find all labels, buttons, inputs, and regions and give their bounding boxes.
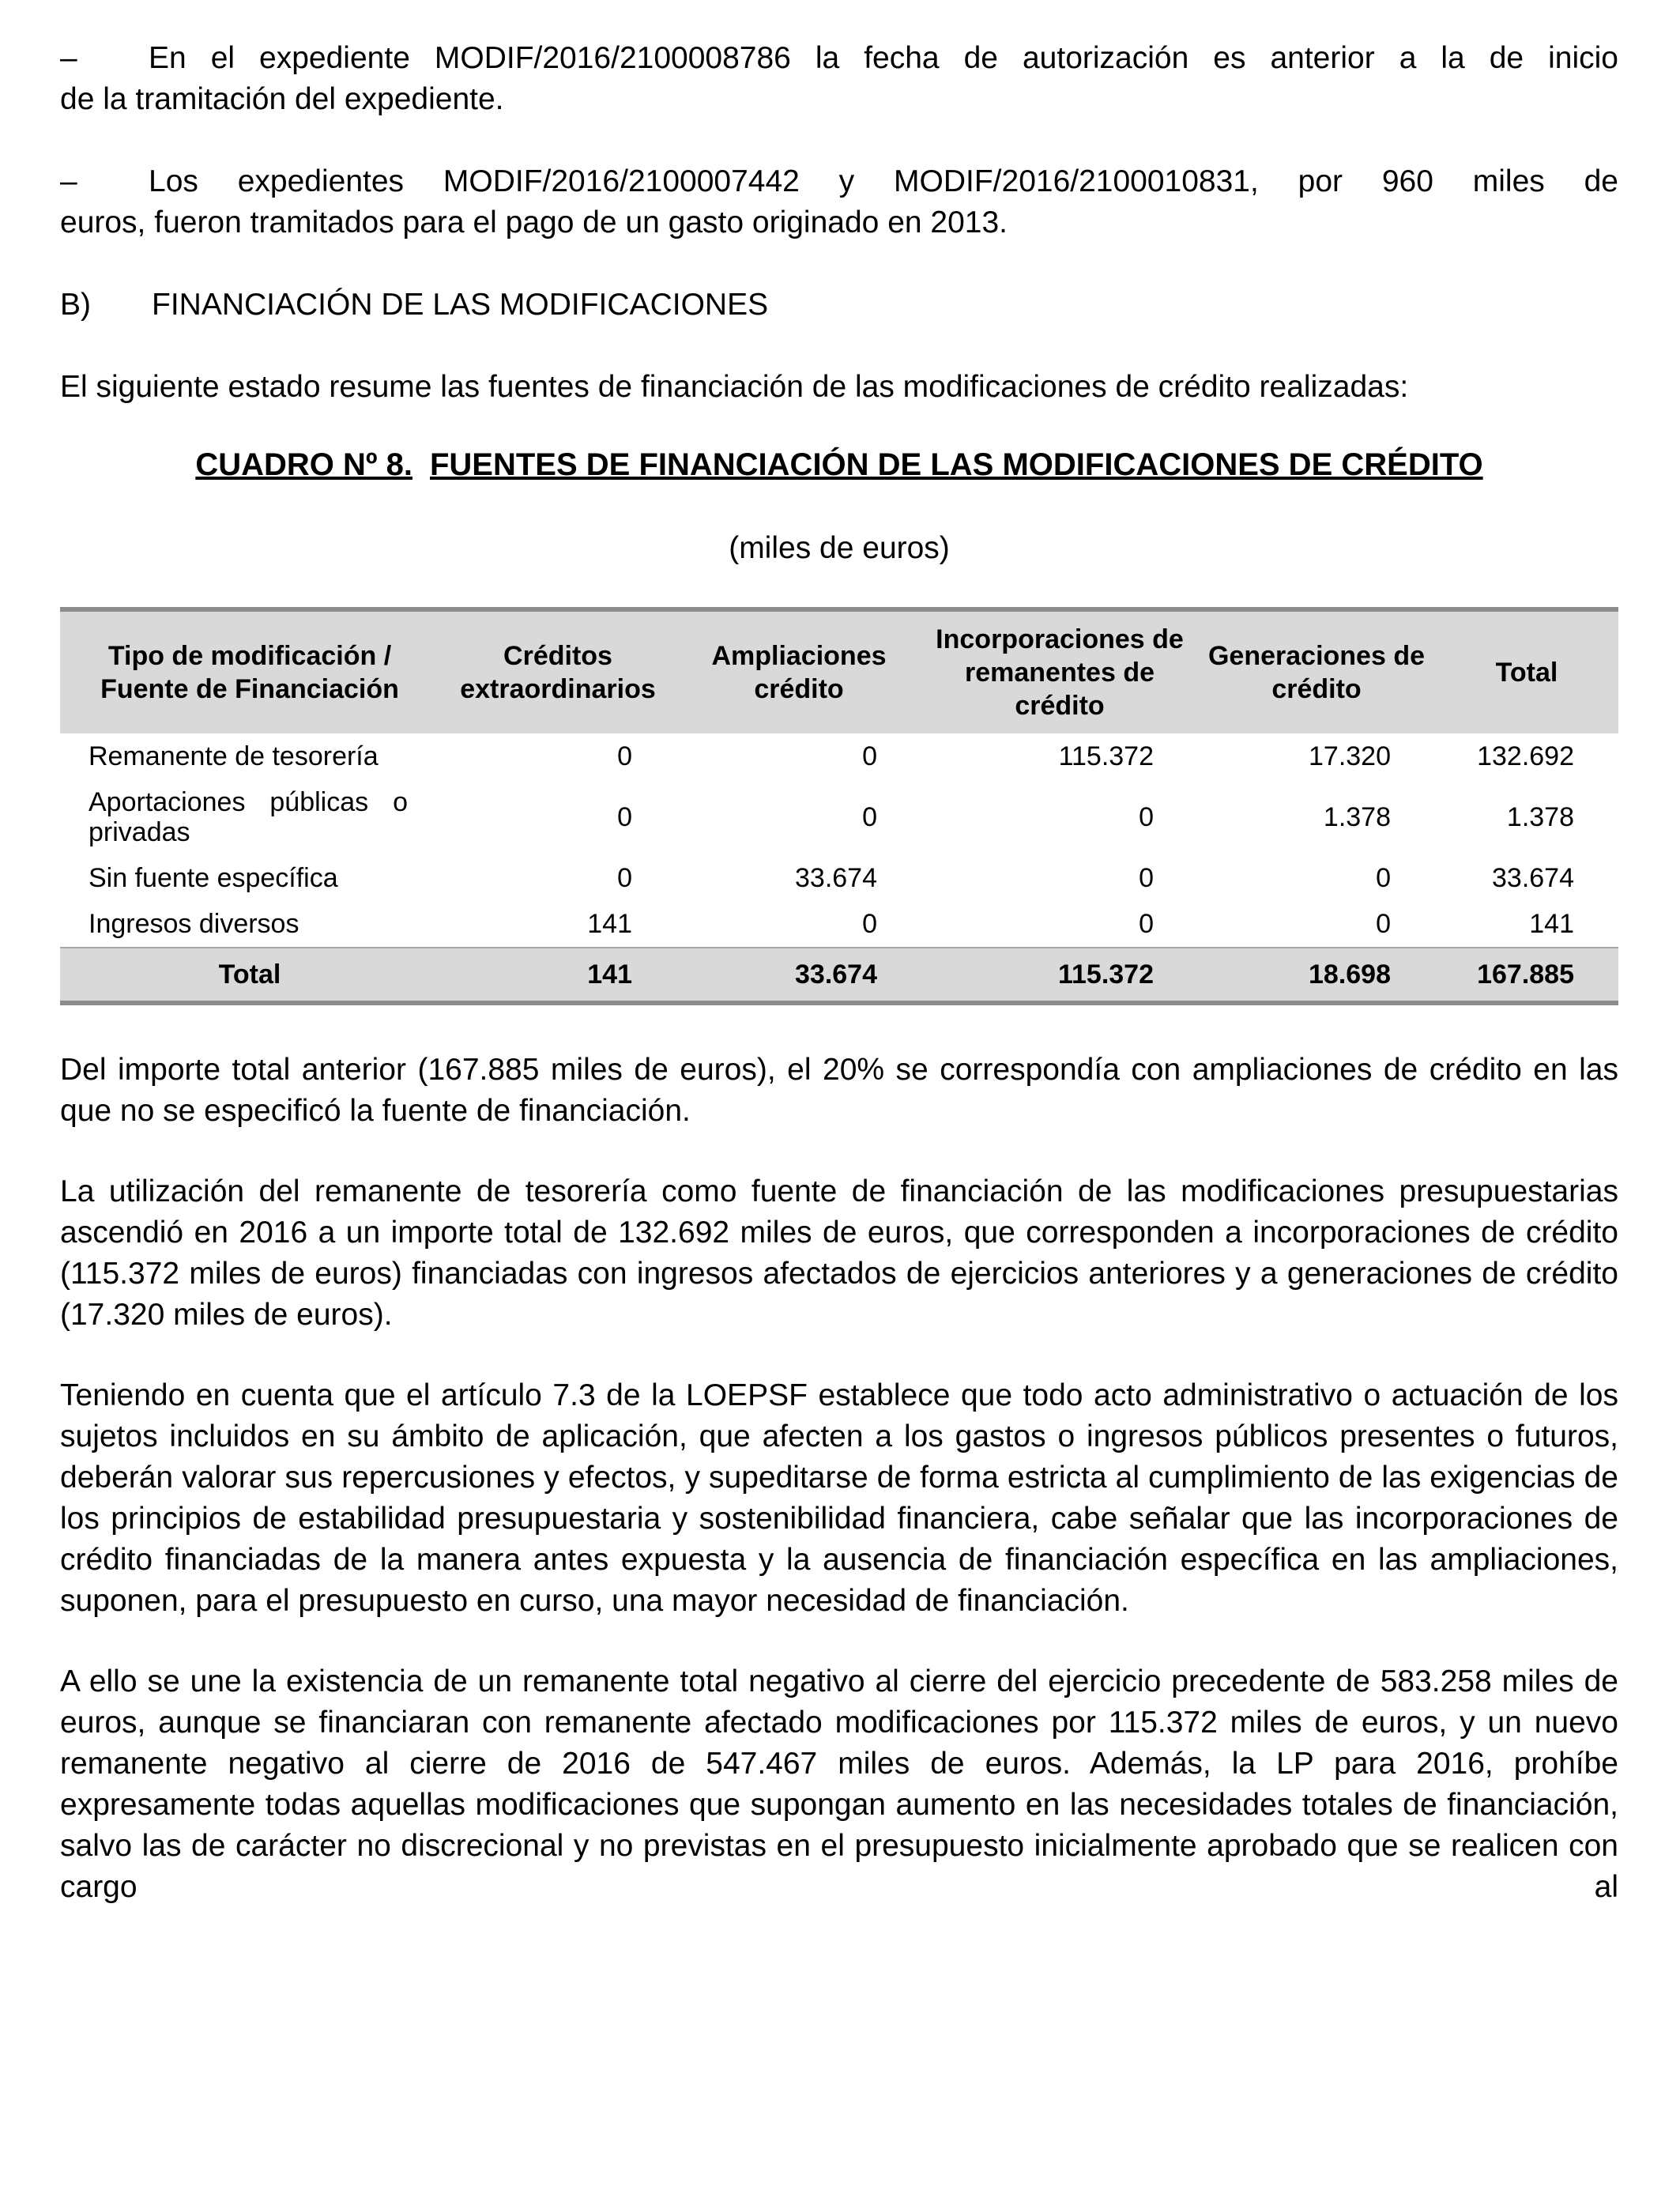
table-cell: 0: [862, 909, 877, 939]
table-cell: 141: [1529, 909, 1574, 939]
intro-paragraph: El siguiente estado resume las fuentes de financiación de las modificaciones de crédito realizadas:: [60, 370, 1409, 404]
total-cell: 141: [439, 948, 676, 1003]
row-label: Sin fuente específica: [89, 863, 338, 893]
section-heading: [60, 285, 1618, 326]
table-number: CUADRO Nº 8.: [195, 447, 412, 482]
table-cell: 0: [1376, 909, 1391, 939]
body-paragraph-2: La utilización del remanente de tesorería como fuente de financiación de las modificaciones presupuestarias ascendió en 2016 a un importe total de 132.692 miles de euros, que corresponden a incorporaciones de crédito (115.372 miles de euros) financiadas con ingresos afectados de ejercicios anteriores y a generaciones de crédito (17.320 miles de euros).: [60, 1174, 1618, 1332]
column-header: Generaciones de crédito: [1198, 609, 1435, 733]
table-total-row: [60, 948, 1618, 1003]
body-paragraph-1: Del importe total anterior (167.885 miles de euros), el 20% se correspondía con ampliaciones de crédito en las que no se especificó la fuente de financiación.: [60, 1053, 1618, 1128]
column-header: Ampliaciones crédito: [676, 609, 921, 733]
table-cell: 0: [617, 741, 632, 771]
bullet-text-first: En el expediente MODIF/2016/2100008786 la fecha de autorización es anterior a la de inicio: [149, 41, 1618, 75]
row-label: Ingresos diversos: [89, 909, 299, 939]
table-cell: 0: [1139, 909, 1154, 939]
table-cell: 0: [617, 802, 632, 832]
total-cell: 18.698: [1198, 948, 1435, 1003]
total-label: Total: [60, 948, 439, 1003]
total-cell: 33.674: [676, 948, 921, 1003]
table-cell: 141: [587, 909, 632, 939]
table-row: [60, 779, 1618, 855]
table-cell: 0: [862, 802, 877, 832]
table-cell: 17.320: [1309, 741, 1391, 771]
section-title: FINANCIACIÓN DE LAS MODIFICACIONES: [152, 288, 769, 322]
table-cell: 1.378: [1323, 802, 1391, 832]
total-cell: 115.372: [921, 948, 1198, 1003]
body-paragraph-4: A ello se une la existencia de un remanente total negativo al cierre del ejercicio precedente de 583.258 miles de euros, aunque se financiaran con remanente afectado modificaciones por 115.372 miles de euros, y un nuevo remanente negativo al cierre de 2016 de 547.467 miles de euros. Además, la LP para 2016, prohíbe expresamente todas aquellas modificaciones que supongan aumento en las necesidades totales de financiación, salvo las de carácter no discrecional y no previstas en el presupuesto inicialmente aprobado que se realicen con cargo al: [60, 1664, 1618, 1904]
total-cell: 167.885: [1435, 948, 1618, 1003]
table-units: (miles de euros): [729, 531, 950, 565]
table-cell: 132.692: [1477, 741, 1574, 771]
column-header: Total: [1435, 609, 1618, 733]
bullet-text-first: Los expedientes MODIF/2016/2100007442 y MODIF/2016/2100010831, por 960 miles de: [149, 164, 1618, 198]
financing-table: [60, 607, 1618, 1005]
row-label: Aportaciones públicas o privadas: [89, 787, 408, 847]
table-cell: 0: [862, 741, 877, 771]
table-cell: 0: [617, 863, 632, 893]
table-title: [60, 444, 1618, 485]
table-cell: 1.378: [1506, 802, 1574, 832]
table-cell: 0: [1376, 863, 1391, 893]
column-header: Créditos extraordinarios: [439, 609, 676, 733]
bullet-text-rest: de la tramitación del expediente.: [60, 82, 504, 116]
table-cell: 0: [1139, 802, 1154, 832]
bullet-text-rest: euros, fueron tramitados para el pago de un gasto originado en 2013.: [60, 205, 1008, 239]
column-header: Tipo de modificación / Fuente de Financiación: [60, 609, 439, 733]
table-title-text: FUENTES DE FINANCIACIÓN DE LAS MODIFICACIONES DE CRÉDITO: [429, 447, 1483, 482]
section-letter: B): [60, 288, 91, 322]
bullet-line: [60, 38, 1618, 79]
table-row: [60, 733, 1618, 779]
table-cell: 115.372: [1058, 741, 1154, 771]
document-page: [60, 38, 1618, 1908]
dash-bullet: –: [60, 41, 77, 75]
column-header: Incorporaciones de remanentes de crédito: [921, 609, 1198, 733]
table-row: [60, 901, 1618, 948]
table-row: [60, 855, 1618, 901]
table-cell: 33.674: [795, 863, 877, 893]
table-cell: 0: [1139, 863, 1154, 893]
bullet-line: [60, 161, 1618, 202]
table-cell: 33.674: [1492, 863, 1574, 893]
bullet-item-2: [60, 161, 1618, 243]
table-header-row: [60, 609, 1618, 733]
bullet-item-1: [60, 38, 1618, 120]
row-label: Remanente de tesorería: [89, 741, 379, 771]
dash-bullet: –: [60, 164, 77, 198]
body-paragraph-3: Teniendo en cuenta que el artículo 7.3 de la LOEPSF establece que todo acto administrativo o actuación de los sujetos incluidos en su ámbito de aplicación, que afecten a los gastos o ingresos públicos presentes o futuros, deberán valorar sus repercusiones y efectos, y supeditarse de forma estricta al cumplimiento de las exigencias de los principios de estabilidad presupuestaria y sostenibilidad financiera, cabe señalar que las incorporaciones de crédito financiadas de la manera antes expuesta y la ausencia de financiación específica en las ampliaciones, suponen, para el presupuesto en curso, una mayor necesidad de financiación.: [60, 1378, 1618, 1618]
